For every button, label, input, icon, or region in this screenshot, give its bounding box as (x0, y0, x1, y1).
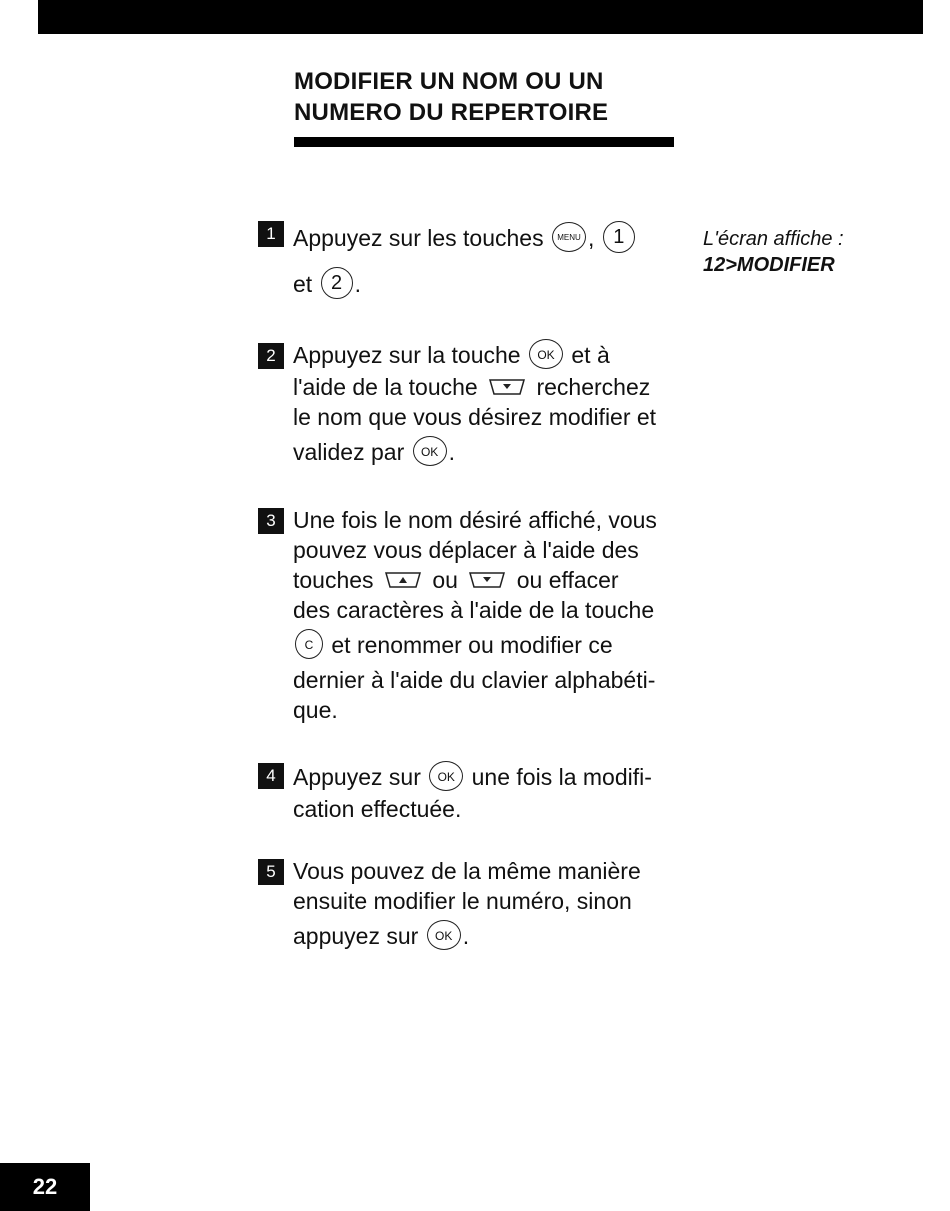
step-2-number: 2 (258, 343, 284, 369)
menu-key-icon: MENU (552, 222, 586, 252)
step-1-text-b: et (293, 271, 313, 297)
step-2-text-c: l'aide de la touche (293, 373, 478, 400)
step-5-number: 5 (258, 859, 284, 885)
step-1-separator: , (587, 225, 595, 251)
step-3-text-h: dernier à l'aide du clavier alphabéti- (293, 667, 656, 693)
step-4-number: 4 (258, 763, 284, 789)
ok-key-icon: OK (429, 761, 463, 791)
step-4 (266, 760, 693, 824)
step-5 (266, 856, 693, 956)
step-2-text-d: recherchez (536, 373, 651, 400)
step-3-text-e: ou effacer (516, 567, 619, 593)
ok-key-icon: OK (413, 436, 447, 466)
step-5-text-a: Vous pouvez de la même manière (293, 858, 641, 884)
title-rule (294, 137, 674, 147)
arrow-down-key-icon (467, 571, 507, 589)
key-2-icon: 2 (321, 267, 353, 299)
title-line-1: MODIFIER UN NOM OU UN (294, 68, 604, 95)
screen-note-code: 12>MODIFIER (703, 254, 835, 276)
step-1 (266, 218, 693, 304)
step-2-text-f: validez par (293, 438, 405, 465)
step-2-end: . (448, 438, 456, 465)
step-1-number: 1 (258, 221, 284, 247)
top-bar (38, 0, 923, 34)
step-5-text-c: appuyez sur (293, 923, 419, 949)
arrow-up-key-icon (383, 571, 423, 589)
step-5-end: . (462, 923, 470, 949)
page-title (294, 66, 608, 128)
step-3-text-f: des caractères à l'aide de la touche (293, 597, 655, 623)
ok-key-icon: OK (427, 920, 461, 950)
step-3-text-i: que. (293, 697, 338, 723)
page-number: 22 (0, 1163, 90, 1211)
title-line-2: NUMERO DU REPERTOIRE (294, 99, 609, 126)
step-1-end: . (354, 271, 361, 297)
step-4-text-a: Appuyez sur (293, 764, 421, 790)
step-4-text-b: une fois la modifi- (471, 764, 652, 790)
step-1-text-a: Appuyez sur les touches (293, 225, 544, 251)
arrow-down-key-icon (487, 378, 527, 396)
step-2 (266, 340, 693, 472)
step-5-text-b: ensuite modifier le numéro, sinon (293, 888, 632, 914)
step-4-text-c: cation effectuée. (293, 796, 462, 822)
step-3-text-b: pouvez vous déplacer à l'aide des (293, 537, 639, 563)
step-3 (266, 505, 693, 725)
step-2-text-b: et à (571, 342, 610, 368)
step-3-number: 3 (258, 508, 284, 534)
step-3-text-a: Une fois le nom désiré affiché, vous (293, 507, 657, 533)
step-3-text-c: touches (293, 567, 374, 593)
screen-note (703, 226, 844, 278)
step-3-text-d: ou (432, 567, 458, 593)
step-3-text-g: et renommer ou modifier ce (331, 632, 613, 658)
ok-key-icon: OK (529, 339, 563, 369)
step-2-text-e: le nom que vous désirez modifier et (293, 403, 657, 430)
c-key-icon: C (295, 629, 323, 659)
key-1-icon: 1 (603, 221, 635, 253)
screen-note-label: L'écran affiche : (703, 228, 844, 250)
step-2-text-a: Appuyez sur la touche (293, 342, 521, 368)
